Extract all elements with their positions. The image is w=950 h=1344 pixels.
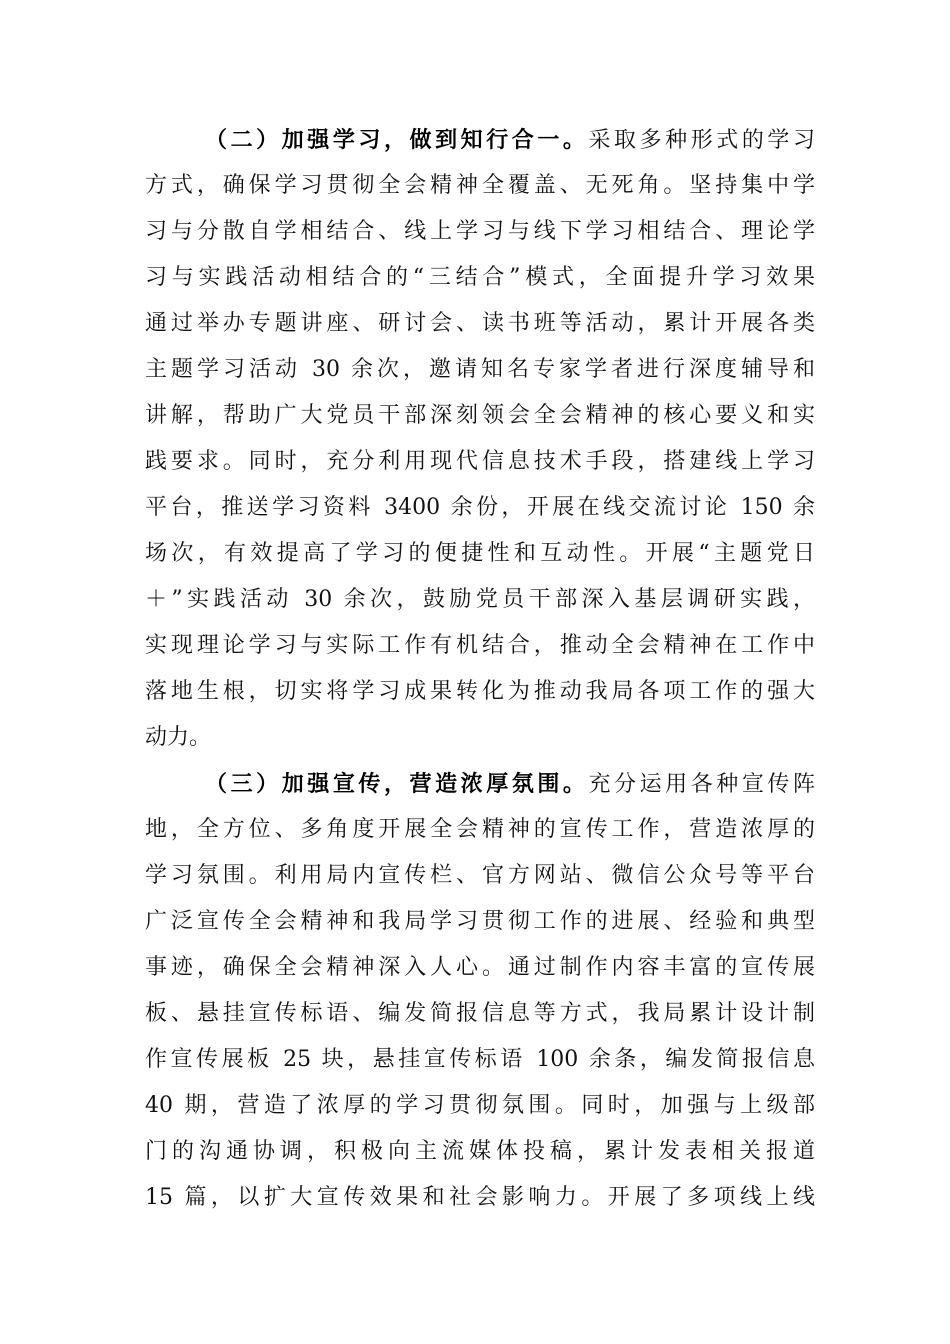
paragraph-line: 场次，有效提高了学习的便捷性和互动性。开展“主题党日 (145, 541, 815, 566)
paragraph-line: 讲解，帮助广大党员干部深刻领会全会精神的核心要义和实 (145, 403, 815, 428)
paragraph-line: 通过举办专题讲座、研讨会、读书班等活动，累计开展各类 (145, 311, 815, 336)
paragraph-line: 板、悬挂宣传标语、编发简报信息等方式，我局累计设计制 (145, 1001, 815, 1026)
section-2-heading: （二）加强学习，做到知行合一。 (205, 127, 589, 153)
paragraph-section-3-line-1 (145, 761, 815, 807)
paragraph-line: 门的沟通协调，积极向主流媒体投稿，累计发表相关报道 (145, 1139, 815, 1164)
paragraph-line: ＋”实践活动 30 余次，鼓励党员干部深入基层调研实践， (145, 587, 815, 612)
paragraph-line: 动力。 (145, 725, 212, 750)
paragraph-line: 习与实践活动相结合的“三结合”模式，全面提升学习效果 (145, 265, 815, 290)
paragraph-line: 实现理论学习与实际工作有机结合，推动全会精神在工作中 (145, 633, 815, 658)
paragraph-line: 落地生根，切实将学习成果转化为推动我局各项工作的强大 (145, 679, 815, 704)
paragraph-line: 习与分散自学相结合、线上学习与线下学习相结合、理论学 (145, 219, 815, 244)
document-body (145, 117, 815, 1221)
paragraph-section-2-line-1 (145, 117, 815, 163)
section-2-first-line-text: 采取多种形式的学习 (588, 128, 815, 153)
paragraph-line: 40 期，营造了浓厚的学习贯彻氛围。同时，加强与上级部 (145, 1093, 815, 1118)
paragraph-line: 作宣传展板 25 块，悬挂宣传标语 100 余条，编发简报信息 (145, 1047, 815, 1072)
paragraph-line: 平台，推送学习资料 3400 余份，开展在线交流讨论 150 余 (145, 495, 815, 520)
paragraph-line: 地，全方位、多角度开展全会精神的宣传工作，营造浓厚的 (145, 817, 815, 842)
paragraph-line: 事迹，确保全会精神深入人心。通过制作内容丰富的宣传展 (145, 955, 815, 980)
paragraph-line: 学习氛围。利用局内宣传栏、官方网站、微信公众号等平台 (145, 863, 815, 888)
section-3-heading: （三）加强宣传，营造浓厚氛围。 (205, 771, 589, 797)
section-3-first-line-text: 充分运用各种宣传阵 (588, 772, 815, 797)
paragraph-line: 15 篇，以扩大宣传效果和社会影响力。开展了多项线上线 (145, 1185, 815, 1210)
paragraph-line: 主题学习活动 30 余次，邀请知名专家学者进行深度辅导和 (145, 357, 815, 382)
paragraph-line: 广泛宣传全会精神和我局学习贯彻工作的进展、经验和典型 (145, 909, 815, 934)
paragraph-line: 践要求。同时，充分利用现代信息技术手段，搭建线上学习 (145, 449, 815, 474)
paragraph-line: 方式，确保学习贯彻全会精神全覆盖、无死角。坚持集中学 (145, 173, 815, 198)
